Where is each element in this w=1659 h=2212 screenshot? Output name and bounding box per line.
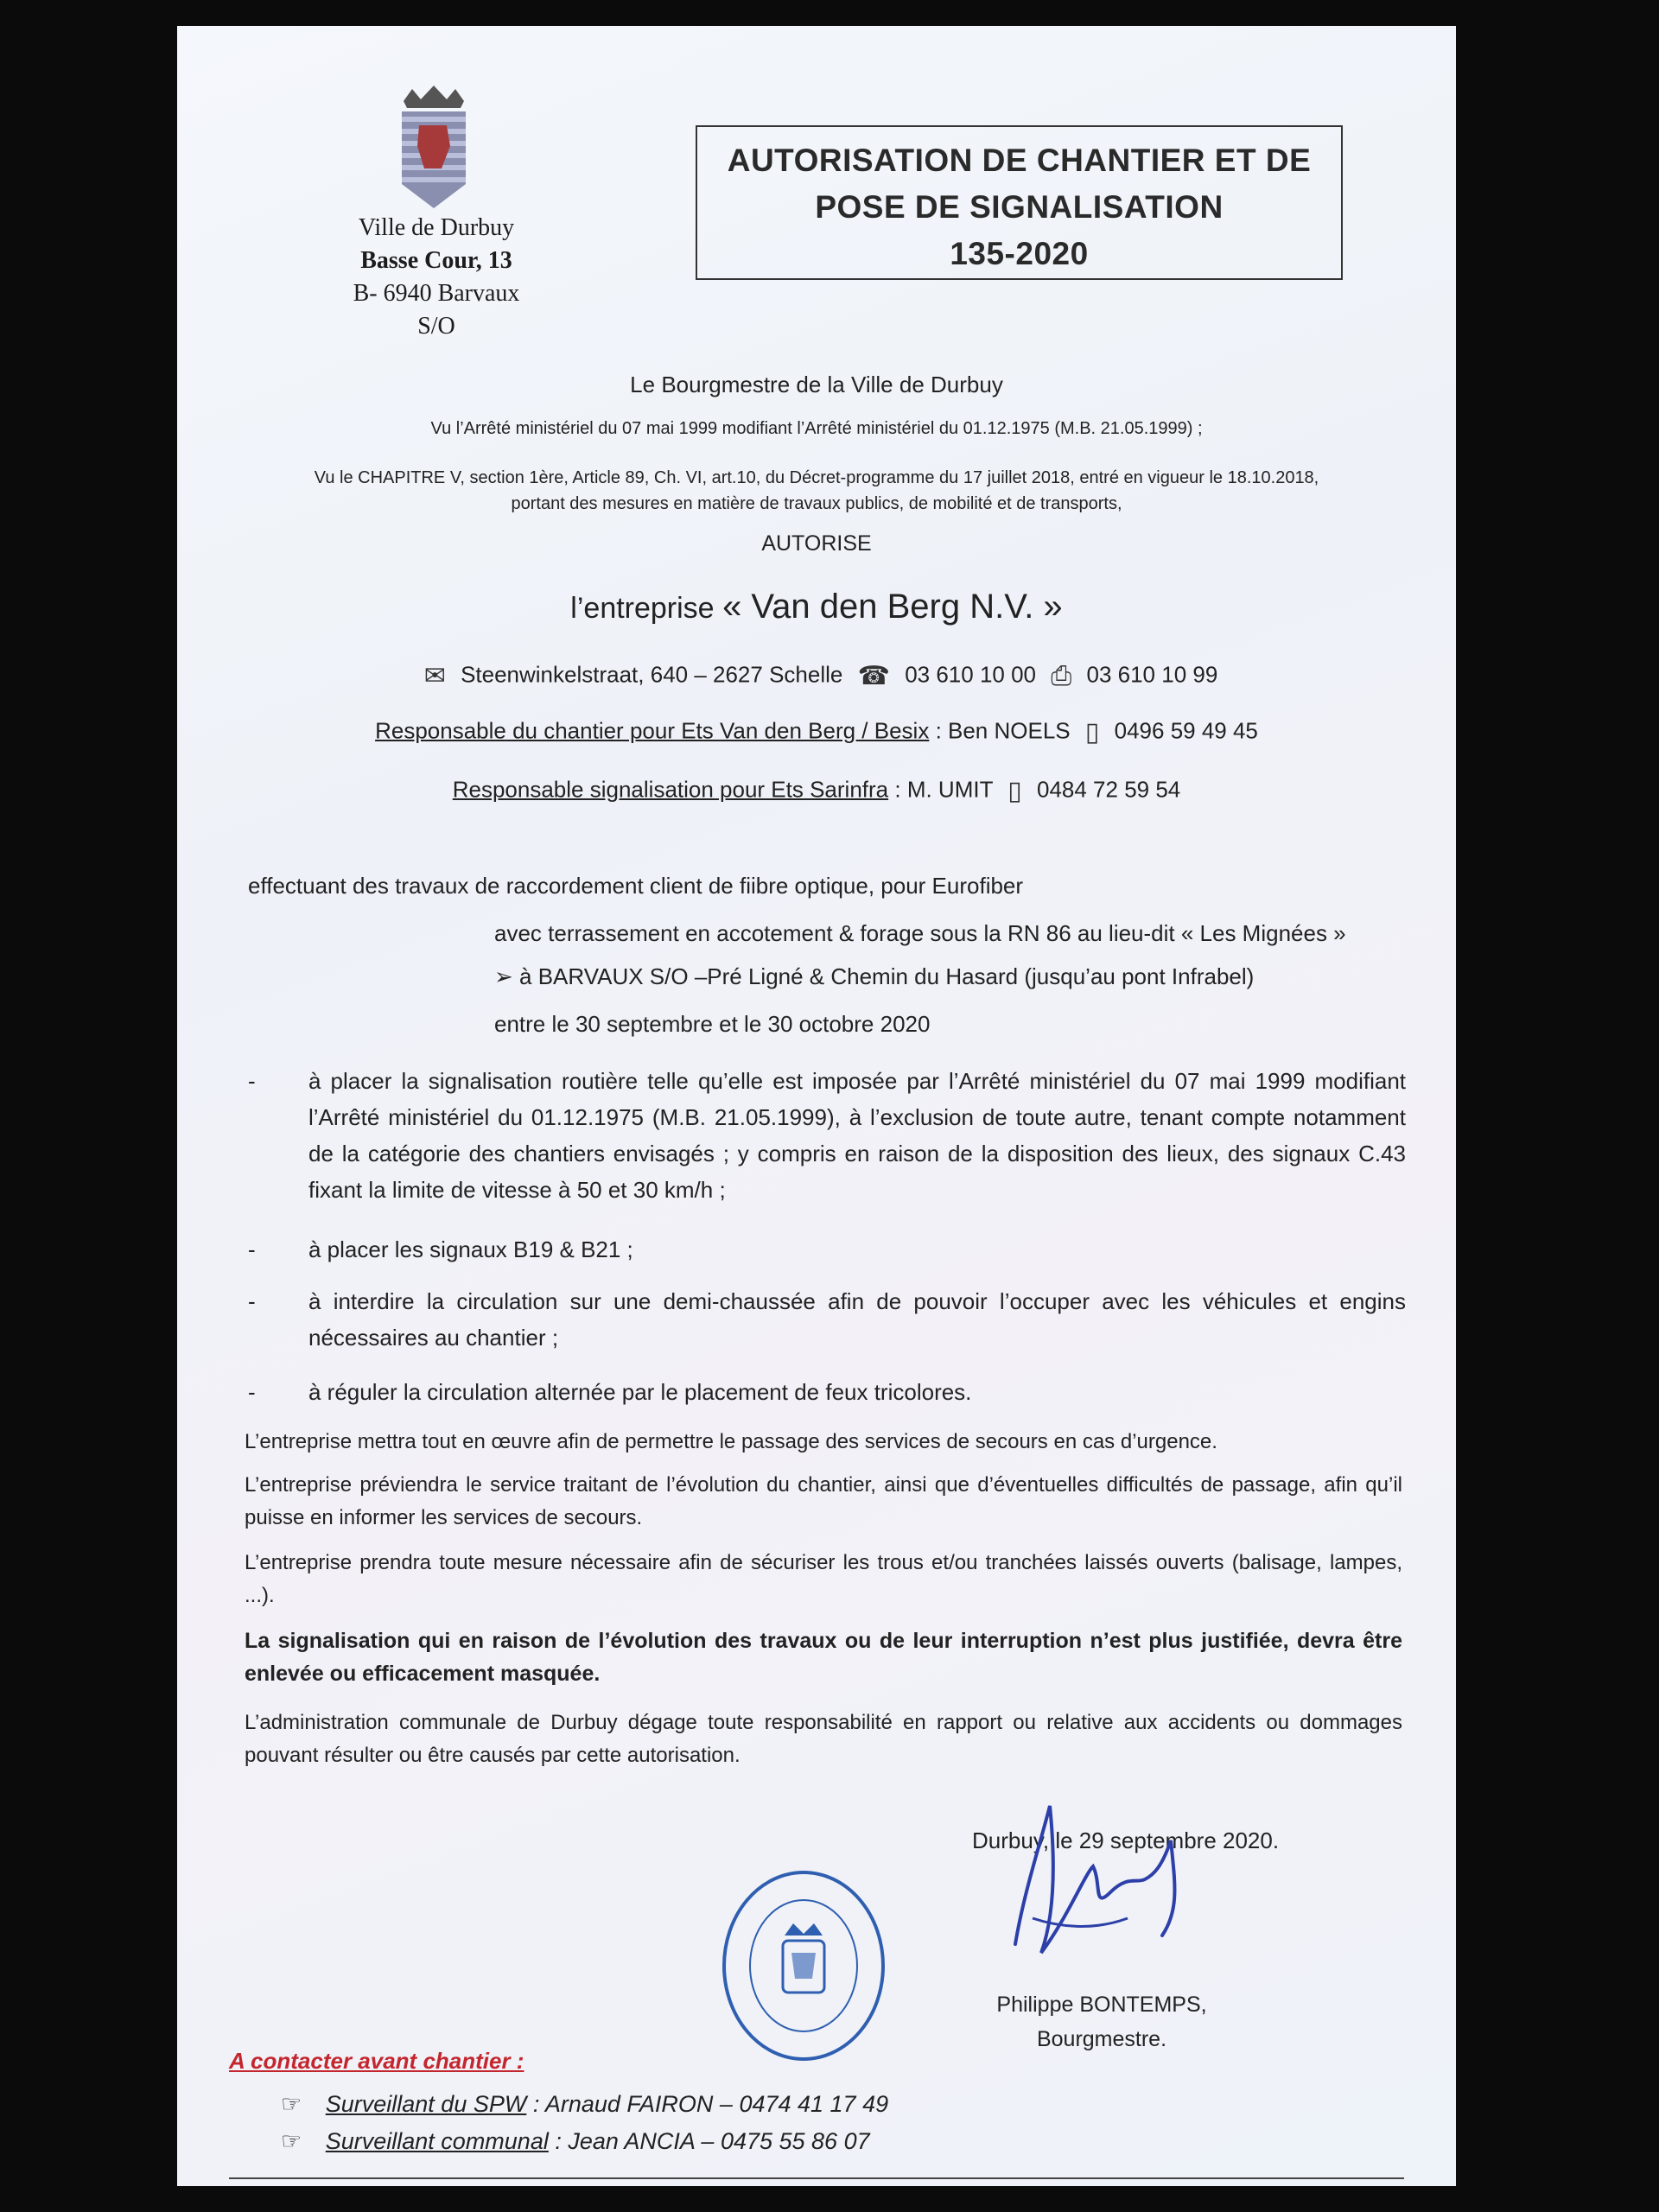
paragraph-liability: L’administration communale de Durbuy dégage toute responsabilité en rapport ou relative aux accidents ou dommages pouvant résulter ou être causés par cette autorisation.	[245, 1711, 1402, 1767]
legal-basis-2	[229, 465, 1404, 517]
site-manager-phone: 0496 59 49 45	[1114, 717, 1258, 744]
contact-item	[281, 2091, 888, 2118]
signatory-name: Philippe BONTEMPS,	[996, 1993, 1207, 2017]
dash-bullet: -	[248, 1379, 256, 1405]
condition-text: à placer les signaux B19 & B21 ;	[308, 1236, 633, 1262]
site-manager-name: : Ben NOELS	[935, 717, 1071, 744]
company-phone: 03 610 10 00	[905, 661, 1037, 688]
town-street: Basse Cour, 13	[360, 247, 512, 274]
works-details: avec terrassement en accotement & forage sous la RN 86 au lieu-dit « Les Mignées »	[494, 920, 1346, 946]
document-page	[229, 26, 1404, 2160]
condition-text: à placer la signalisation routière telle qu’elle est imposée par l’Arrêté ministériel du 07 mai 1999 modifiant l’Arrêté ministériel du 01.12.1975 (M.B. 21.05.1999), à l’exclusion de toute autre, tenant compte notamment de la catégorie des chantiers envisagés ; y compris en raison de la disposition des lieux, des signaux C.43 fixant la limite de vitesse à 50 et 30 km/h ;	[308, 1068, 1406, 1203]
works-description: effectuant des travaux de raccordement client de fiibre optique, pour Eurofiber	[248, 873, 1024, 899]
town-name: Ville de Durbuy	[358, 214, 515, 241]
mayor-signature	[989, 1789, 1214, 1987]
footer-divider	[229, 2177, 1404, 2179]
company-contact-line	[229, 661, 1404, 691]
works-location-text: à BARVAUX S/O –Pré Ligné & Chemin du Hasard (jusqu’au pont Infrabel)	[519, 963, 1255, 989]
paragraph-notify: L’entreprise préviendra le service traitant de l’évolution du chantier, ainsi que d’éventuelles difficultés de passage, afin qu’il puisse en informer les services de secours.	[245, 1473, 1402, 1529]
contact-detail: : Jean ANCIA – 0475 55 86 07	[555, 2128, 870, 2154]
mobile-phone-icon: ▯	[1007, 777, 1022, 805]
condition-item	[248, 1231, 1406, 1268]
letter-icon: ✉	[423, 662, 446, 690]
official-stamp	[717, 1866, 890, 2065]
signatory	[959, 1987, 1244, 2056]
document-screen	[177, 26, 1456, 2186]
document-title-box	[696, 125, 1343, 280]
pointing-hand-icon: ☞	[281, 2091, 302, 2117]
paragraph-emergency: L’entreprise mettra tout en œuvre afin de permettre le passage des services de secours en cas d’urgence.	[245, 1430, 1217, 1453]
condition-text: à interdire la circulation sur une demi-chaussée afin de pouvoir l’occuper avec les véhicules et engins nécessaires au chantier ;	[308, 1288, 1406, 1351]
contacts-heading: A contacter avant chantier :	[229, 2048, 524, 2074]
dash-bullet: -	[248, 1288, 256, 1314]
signage-manager-line	[229, 776, 1404, 806]
place-and-date: Durbuy, le 29 septembre 2020.	[972, 1827, 1280, 1853]
company-name: « Van den Berg N.V. »	[722, 588, 1063, 626]
condition-item	[248, 1063, 1406, 1208]
contact-detail: : Arnaud FAIRON – 0474 41 17 49	[532, 2091, 889, 2117]
site-manager-line	[229, 717, 1404, 747]
signage-manager-name: : M. UMIT	[894, 776, 993, 803]
fax-icon: ⎙	[1051, 661, 1072, 690]
company-address: Steenwinkelstraat, 640 – 2627 Schelle	[461, 661, 843, 688]
signage-manager-label: Responsable signalisation pour Ets Sarinfra	[452, 776, 889, 803]
contact-item	[281, 2128, 870, 2155]
condition-text: à réguler la circulation alternée par le placement de feux tricolores.	[308, 1379, 972, 1405]
paragraph-secure: L’entreprise prendra toute mesure nécessaire afin de sécuriser les trous et/ou tranchées laissés ouverts (balisage, lampes, ...).	[245, 1551, 1402, 1607]
condition-item	[248, 1283, 1406, 1356]
signage-manager-phone: 0484 72 59 54	[1036, 776, 1181, 803]
authorise-heading: AUTORISE	[761, 531, 872, 556]
paragraph-signage-removal: La signalisation qui en raison de l’évolution des travaux ou de leur interruption n’est plus justifiée, devra être enlevée ou efficacement masquée.	[245, 1629, 1402, 1686]
signatory-role: Bourgmestre.	[1036, 2027, 1167, 2051]
legal-basis-2a: Vu le CHAPITRE V, section 1ère, Article 89, Ch. VI, art.10, du Décret-programme du 17 juillet 2018, entré en vigueur le 18.10.2018,	[314, 468, 1319, 487]
town-city: B- 6940 Barvaux S/O	[353, 280, 520, 340]
company-prefix: l’entreprise	[570, 592, 715, 625]
arrow-bullet-icon: ➢	[494, 963, 513, 989]
telephone-icon: ☎	[857, 662, 890, 690]
title-number: 135-2020	[950, 236, 1089, 271]
company-line	[229, 588, 1404, 626]
company-fax: 03 610 10 99	[1086, 661, 1218, 688]
legal-basis-1: Vu l’Arrêté ministériel du 07 mai 1999 modifiant l’Arrêté ministériel du 01.12.1975 (M.B. 21.05.1999) ;	[430, 419, 1203, 438]
site-manager-label: Responsable du chantier pour Ets Van den Berg / Besix	[375, 717, 930, 744]
contact-label: Surveillant du SPW	[325, 2091, 527, 2117]
title-line-1: AUTORISATION DE CHANTIER ET DE	[727, 143, 1312, 178]
legal-basis-2b: portant des mesures en matière de travaux publics, de mobilité et de transports,	[511, 494, 1122, 513]
works-location	[494, 959, 1254, 994]
dash-bullet: -	[248, 1236, 256, 1262]
title-line-2: POSE DE SIGNALISATION	[815, 189, 1224, 225]
dash-bullet: -	[248, 1068, 256, 1094]
contact-label: Surveillant communal	[325, 2128, 549, 2154]
pointing-hand-icon: ☞	[281, 2128, 302, 2154]
mobile-phone-icon: ▯	[1084, 718, 1100, 747]
condition-item	[248, 1374, 1406, 1410]
works-period: entre le 30 septembre et le 30 octobre 2020	[494, 1011, 931, 1037]
town-address	[333, 212, 540, 343]
durbuy-coat-of-arms	[393, 82, 474, 212]
mayor-heading: Le Bourgmestre de la Ville de Durbuy	[630, 372, 1003, 397]
